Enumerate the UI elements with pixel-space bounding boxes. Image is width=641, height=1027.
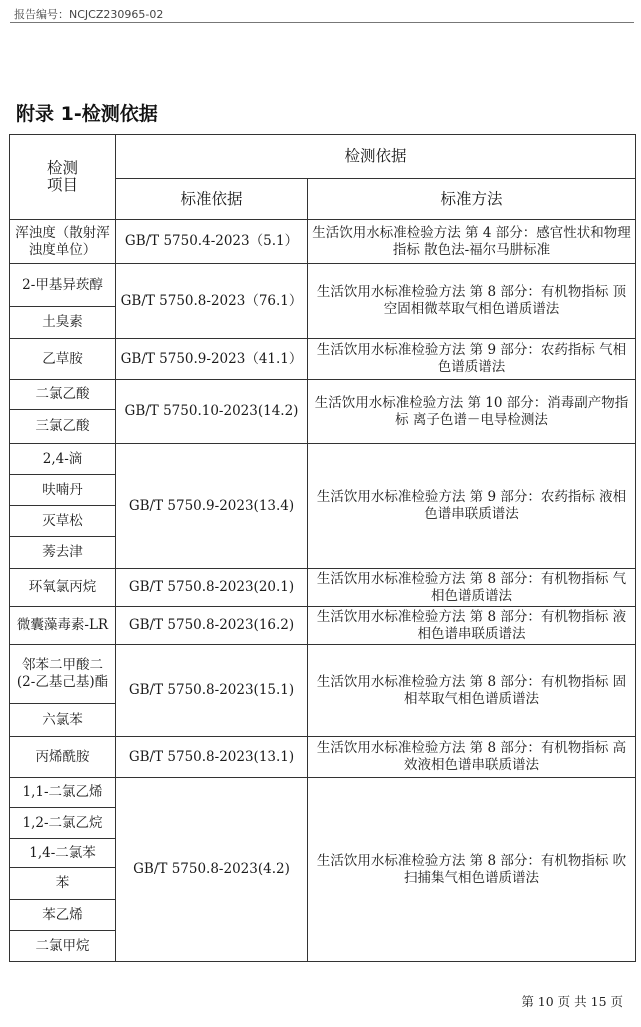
header-test-item: 检测 项目 xyxy=(10,135,116,220)
test-item: 莠去津 xyxy=(10,537,116,569)
table-row xyxy=(10,778,636,808)
test-item: 2,4-滴 xyxy=(10,444,116,475)
page-number: 第 10 页 共 15 页 xyxy=(521,994,623,1009)
table-row xyxy=(10,607,636,645)
report-number: 报告编号：NCJCZ230965-02 xyxy=(14,8,164,21)
table-row xyxy=(10,264,636,307)
test-item: 二氯甲烷 xyxy=(10,931,116,962)
standard-method: 生活饮用水标准检验方法 第 10 部分：消毒副产物指标 离子色谱－电导检测法 xyxy=(308,380,636,444)
standard-basis: GB/T 5750.10-2023(14.2) xyxy=(116,380,308,444)
test-item: 苯乙烯 xyxy=(10,900,116,931)
test-item: 1,2-二氯乙烷 xyxy=(10,808,116,839)
test-item: 灭草松 xyxy=(10,506,116,537)
table-row xyxy=(10,737,636,778)
standard-method: 生活饮用水标准检验方法 第 8 部分：有机物指标 液相色谱串联质谱法 xyxy=(308,607,636,645)
test-item: 1,4-二氯苯 xyxy=(10,839,116,868)
test-item: 丙烯酰胺 xyxy=(10,737,116,778)
standard-basis: GB/T 5750.8-2023(13.1) xyxy=(116,737,308,778)
appendix-title: 附录 1-检测依据 xyxy=(16,103,158,125)
testing-basis-table xyxy=(9,134,636,962)
table-row xyxy=(10,339,636,380)
standard-method: 生活饮用水标准检验方法 第 9 部分：农药指标 液相色谱串联质谱法 xyxy=(308,444,636,569)
table-row xyxy=(10,645,636,704)
test-item: 六氯苯 xyxy=(10,704,116,737)
test-item: 邻苯二甲酸二(2-乙基己基)酯 xyxy=(10,645,116,704)
header-standard-method: 标准方法 xyxy=(308,179,636,220)
header-standard-basis: 标准依据 xyxy=(116,179,308,220)
test-item: 浑浊度（散射浑浊度单位） xyxy=(10,220,116,264)
standard-basis: GB/T 5750.8-2023(20.1) xyxy=(116,569,308,607)
standard-method: 生活饮用水标准检验方法 第 4 部分：感官性状和物理指标 散色法-福尔马肼标准 xyxy=(308,220,636,264)
test-item: 三氯乙酸 xyxy=(10,410,116,444)
standard-basis: GB/T 5750.9-2023(13.4) xyxy=(116,444,308,569)
standard-basis: GB/T 5750.8-2023(16.2) xyxy=(116,607,308,645)
standard-method: 生活饮用水标准检验方法 第 8 部分：有机物指标 顶空固相微萃取气相色谱质谱法 xyxy=(308,264,636,339)
table-row xyxy=(10,220,636,264)
test-item: 2-甲基异莰醇 xyxy=(10,264,116,307)
table-row xyxy=(10,444,636,475)
standard-basis: GB/T 5750.8-2023(4.2) xyxy=(116,778,308,962)
test-item: 苯 xyxy=(10,868,116,900)
standard-basis: GB/T 5750.8-2023（76.1） xyxy=(116,264,308,339)
header-rule xyxy=(10,22,634,23)
table-row xyxy=(10,569,636,607)
standard-method: 生活饮用水标准检验方法 第 8 部分：有机物指标 气相色谱质谱法 xyxy=(308,569,636,607)
standard-method: 生活饮用水标准检验方法 第 9 部分：农药指标 气相色谱质谱法 xyxy=(308,339,636,380)
test-item: 环氧氯丙烷 xyxy=(10,569,116,607)
standard-basis: GB/T 5750.4-2023（5.1） xyxy=(116,220,308,264)
table-row xyxy=(10,380,636,410)
standard-basis: GB/T 5750.8-2023(15.1) xyxy=(116,645,308,737)
test-item: 呋喃丹 xyxy=(10,475,116,506)
standard-method: 生活饮用水标准检验方法 第 8 部分：有机物指标 固相萃取气相色谱质谱法 xyxy=(308,645,636,737)
test-item: 1,1-二氯乙烯 xyxy=(10,778,116,808)
standard-method: 生活饮用水标准检验方法 第 8 部分：有机物指标 吹扫捕集气相色谱质谱法 xyxy=(308,778,636,962)
test-item: 微囊藻毒素-LR xyxy=(10,607,116,645)
test-item: 土臭素 xyxy=(10,307,116,339)
header-test-basis: 检测依据 xyxy=(116,135,636,179)
test-item: 二氯乙酸 xyxy=(10,380,116,410)
standard-basis: GB/T 5750.9-2023（41.1） xyxy=(116,339,308,380)
standard-method: 生活饮用水标准检验方法 第 8 部分：有机物指标 高效液相色谱串联质谱法 xyxy=(308,737,636,778)
test-item: 乙草胺 xyxy=(10,339,116,380)
